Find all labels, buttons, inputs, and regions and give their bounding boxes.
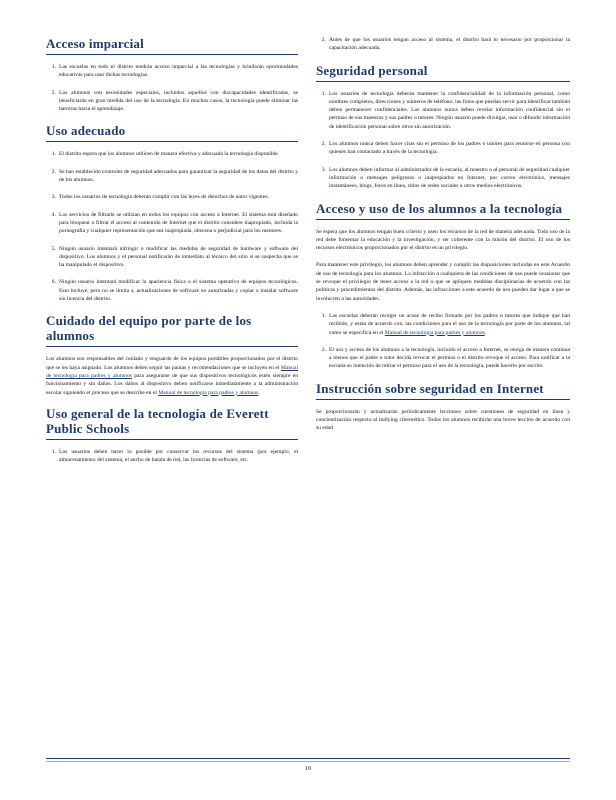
- list-item: 2. Se han establecido controles de seguridad adecuados para garantizar la seguridad de los datos del distrito y de los alumnos.: [51, 168, 298, 184]
- list-item: 1. El distrito espera que los alumnos utilicen de manera efectiva y adecuada la tecnología disponible.: [51, 151, 280, 158]
- heading-rule: [46, 141, 298, 142]
- manual-link[interactable]: Manual de tecnología para padres y alumnos: [158, 389, 259, 396]
- paragraph-acceso-uso-2: Para mantener este privilegio, los alumnos deben aprender y cumplir las disposiciones incluidas en este Acuerdo de uso de tecnología para los alumnos. La infracción a cualquiera de las condiciones de uso puede ocasionar que se revoque el privilegio de tener acceso a la red o que se apliquen medidas disciplinarias de acuerdo con las políticas y procedimientos del distrito. Además, las infracciones a este acuerdo de uso pueden dar lugar a que se involucren a las autoridades.: [316, 262, 570, 302]
- left-column: [46, 36, 298, 474]
- list-item: 2. Los alumnos con necesidades especiales, incluidos aquellos con discapacidades identificadas, se beneficiarán en gran medida del uso de la tecnología. En muchos casos, la tecnología puede eliminar las barreras hacia el aprendizaje.: [51, 89, 298, 113]
- list-item: 3. Los alumnos deben informar al administrador de la escuela, al maestro o al personal de seguridad cualquier información o mensajes peligrosos o inapropiados en Internet, por correo electrónico, mensajes instantáneos, blogs, foros en línea, sitios de redes sociales u otros medios electrónicos.: [321, 166, 570, 190]
- manual-link[interactable]: Manual de tecnología para padres y alumnos: [46, 364, 298, 379]
- section-uso-adecuado: [46, 123, 298, 303]
- heading-instruccion: Instrucción sobre seguridad en Internet: [316, 380, 544, 396]
- list-general: [46, 448, 298, 465]
- list-item: 6. Ningún usuario intentará modificar la apariencia física o el sistema operativo de equipos tecnológicos. Esto incluye, pero no se limita a, actualizaciones de software no autorizadas y copiar o instalar software sin licencia del distrito.: [51, 279, 298, 303]
- heading-acceso-uso: Acceso y uso de los alumnos a la tecnología: [316, 200, 563, 216]
- heading-seguridad-personal: Seguridad personal: [316, 62, 428, 78]
- section-seguridad-personal: [316, 63, 570, 191]
- list-continuation: [316, 36, 570, 53]
- list-item: 1. Las escuelas deberán recoger un acuse de recibo firmado por los padres o tutores que indique que han recibido, y están de acuerdo con, las condiciones para el uso de la tecnología por parte de los alumnos, tal como se especifica en el Manual de tecnología para padres y alumnos.: [321, 312, 570, 336]
- section-instruccion: [316, 381, 570, 433]
- heading-rule: [316, 81, 570, 82]
- heading-rule: [316, 399, 570, 400]
- section-acceso-imparcial: [46, 36, 298, 113]
- heading-rule: [46, 54, 298, 55]
- list-uso: [46, 150, 298, 303]
- list-item: 1. Los usuarios deben hacer lo posible por conservar los recursos del sistema (por ejemplo, el almacenamiento del sistema, el ancho de banda de red, las licencias de software, etc.: [51, 448, 298, 464]
- paragraph-instruccion: Se proporcionarán y actualizarán periódicamente lecciones sobre cuestiones de seguridad en línea y concientización respecto al bullying cibernético. Todos los alumnos recibirán una breve lección de acuerdo con su edad: [316, 408, 570, 432]
- paragraph-cuidado: Los alumnos son responsables del cuidado y resguardo de los equipos portátiles proporcionados por el distrito que se les haya asignado. Los alumnos deben seguir las pautas y recomendaciones que se incluyen en el Manual de tecnología para padres y alumnos para asegurarse de que sus dispositivos tecnológicos estén siempre en funcionamiento y sin daños. Los daños al dispositivo deben notificarse inmediatamente a la administración escolar siguiendo el proceso que se describe en el Manual de tecnología para padres y alumnos.: [46, 356, 298, 396]
- heading-rule: [46, 346, 298, 347]
- list-item: 4. Los servicios de filtrado se utilizan en todos los equipos con acceso a Internet. El sistema está diseñado para bloquear o filtrar el acceso al contenido de Internet que el distrito considere inapropiado, incluida la pornografía y cualquier representación que sea inapropiada, obscena o perjudicial para los menores.: [51, 211, 298, 235]
- manual-link[interactable]: Manual de tecnología para padres y alumnos: [384, 329, 485, 336]
- paragraph-acceso-uso-1: Se espera que los alumnos tengan buen criterio y usen los recursos de la red de manera adecuada. Todo uso de la red debe fomentar la educación y la investigación, y ser coherente con la misión del distrito. El uso de los recursos electrónicos proporcionados por el distrito es un privilegio.: [316, 228, 570, 252]
- list-acceso: [46, 63, 298, 113]
- right-column: [316, 36, 570, 442]
- heading-uso-adecuado: Uso adecuado: [46, 123, 126, 139]
- list-item: 1. Los usuarios de tecnología deberán mantener la confidencialidad de la información personal, como nombres completos, direcciones y números de teléfono; las fotos que puedan servir para identificar también deben permanecer confidenciales. Los alumnos nunca deben revelar información confidencial sin el permiso de sus maestros y sus padres o tutores. Ningún usuario puede divulgar, usar o difundir información de identificación personal sobre otros sin autorización.: [321, 90, 570, 130]
- list-acceso-uso: [316, 312, 570, 371]
- section-continuation: [316, 36, 570, 53]
- list-item: 2. Los alumnos nunca deben hacer citas sin el permiso de los padres o tutores para reunirse en persona con quienes han contactado a través de la tecnología.: [321, 141, 570, 156]
- footer-rule: [46, 758, 570, 759]
- heading-uso-general: Uso general de la tecnología de Everett Public Schools: [46, 405, 269, 436]
- list-seguridad: [316, 90, 570, 191]
- list-item: 1. Las escuelas en todo el distrito tendrán acceso imparcial a las tecnologías y brindarán oportunidades educativas para usar dichas tecnologías.: [51, 64, 298, 79]
- list-item: 5. Ningún usuario intentará infringir o modificar las medidas de seguridad de hardware y software del dispositivo. Los alumnos y el personal notificarán de inmediato al técnico del sitio si se sospecha que se ha manipulado el dispositivo.: [51, 245, 298, 269]
- section-cuidado-equipo: [46, 313, 298, 396]
- heading-cuidado-equipo: Cuidado del equipo por parte de los alumnos: [46, 313, 252, 344]
- heading-acceso-imparcial: Acceso imparcial: [46, 36, 144, 51]
- list-item: 3. Todos los usuarios de tecnología deberán cumplir con las leyes de derechos de autor vigentes.: [51, 194, 269, 201]
- page-number: 10: [305, 766, 311, 772]
- heading-rule: [46, 439, 298, 440]
- list-item: 2. Antes de que los usuarios tengan acceso al sistema, el distrito hará lo necesario por proporcionar la capacitación adecuada.: [321, 37, 570, 52]
- section-uso-general: [46, 406, 298, 465]
- section-acceso-uso: [316, 201, 570, 371]
- list-item: 2. El uso y acceso de los alumnos a la tecnología, incluido el acceso a Internet, se otorga de manera continua a menos que el padre o tutor decida revocar el permiso o el distrito revoque el acceso. Para notificar a la escuela su intención de retirar el permiso para el uso de la tecnología, puede hacerlo por escrito.: [321, 346, 570, 370]
- heading-rule: [316, 219, 570, 220]
- footer-rule-secondary: [46, 761, 570, 762]
